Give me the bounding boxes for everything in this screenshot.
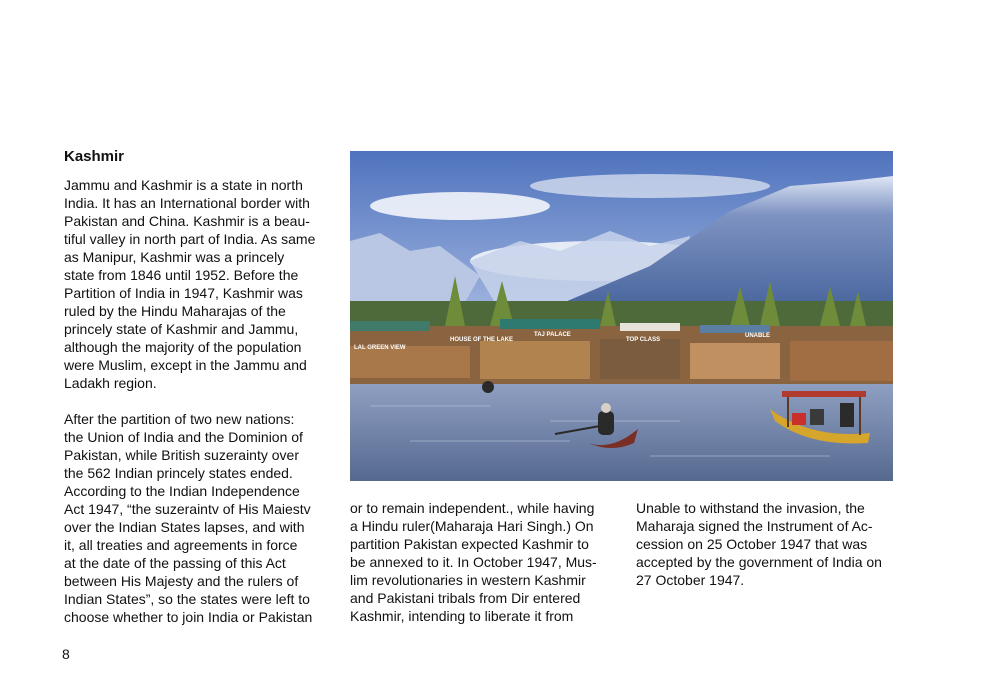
- text-column-left: [64, 176, 334, 626]
- text-column-right: [636, 499, 896, 589]
- sign-top-class: TOP CLASS: [626, 337, 661, 343]
- kashmir-dal-lake-photo: [350, 151, 893, 481]
- page-number: 8: [62, 646, 70, 662]
- houseboats: [350, 319, 893, 384]
- article-title: Kashmir: [64, 148, 125, 165]
- sign-lal-green-view: LAL GREEN VIEW: [354, 345, 406, 351]
- paragraph-intro: Jammu and Kashmir is a state in north India. It has an International border with Pakistan and China. Kashmir is a beau- tiful valley in north part of India. As same as Manipur, Kashmir was a princely state from 1846 until 1952. Before the Partition of India in 1947, Kashmir was ruled by the Hindu Maharajas of the princely state of Kashmir and Jammu, although the majority of the population were Muslim, except in the Jammu and Ladakh region.: [64, 177, 316, 391]
- sign-house-of-the-lake: HOUSE OF THE LAKE: [450, 337, 514, 343]
- distant-boat: [482, 381, 494, 393]
- paragraph-partition: After the partition of two new nations: the Union of India and the Dominion of Pakistan, while British suzerainty over the 562 Indian princely states ended. According to the Indian Independence Act 1947, “the suzeraintv of His Maiestv over the Indian States lapses, and with it, all treaties and agreements in force at the date of the passing of this Act between His Majesty and the rulers of Indian States”, so the states were left to choose whether to join India or Pakistan: [64, 411, 313, 625]
- sign-unable: UNABLE: [745, 333, 770, 339]
- paragraph-accession: Unable to withstand the invasion, the Maharaja signed the Instrument of Ac- cession on 25 October 1947 that was accepted by the government of India on 27 October 1947.: [636, 500, 882, 588]
- sign-taj-palace: TAJ PALACE: [534, 332, 571, 338]
- text-column-middle: [350, 499, 610, 625]
- paragraph-independence: or to remain independent., while having a Hindu ruler(Maharaja Hari Singh.) On partition Pakistan expected Kashmir to be annexed to it. In October 1947, Mus- lim revolutionaries in western Kashmir and Pakistani tribals from Dir entered Kashmir, intending to liberate it from: [350, 500, 597, 624]
